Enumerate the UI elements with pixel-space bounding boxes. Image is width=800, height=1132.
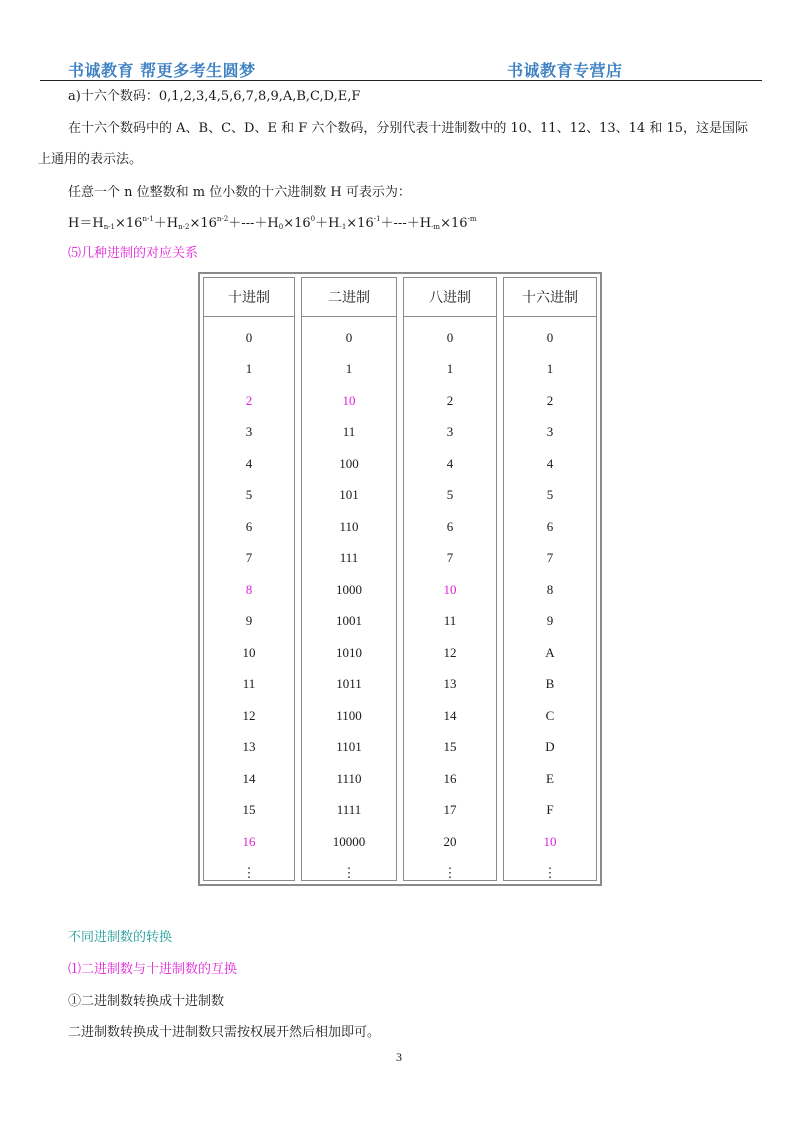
table-cell: 14 <box>242 770 256 786</box>
page-number: 3 <box>396 1050 402 1064</box>
table-cell: 8 <box>546 581 554 597</box>
table-cell: 20 <box>443 833 457 849</box>
table-cell: 17 <box>443 802 457 818</box>
table-cell: ⋮ <box>342 865 356 881</box>
table-cell: B <box>545 676 555 692</box>
table-cell: F <box>546 802 554 818</box>
table-column-hex <box>500 274 600 884</box>
table-cell: 1001 <box>336 613 362 629</box>
table-cell: 101 <box>339 487 359 503</box>
table-cell: 13 <box>443 676 457 692</box>
hex-expansion-formula: $H=H_{n-1}\times 16^{n-1}+H_{n-2}\times 16^{n-2}+---+H_0\times 16^0+H_{-1}\times 16^{-1}+---+H_{-m}\times 16^{-m}$ <box>68 215 477 231</box>
header-divider <box>40 80 762 81</box>
table-cell: 3 <box>446 424 454 440</box>
table-cell: 4 <box>245 455 253 471</box>
table-cell: 110 <box>339 518 359 534</box>
table-cell: C <box>545 707 555 723</box>
table-cell: 12 <box>242 707 256 723</box>
table-column-binary <box>298 274 400 884</box>
table-cell: 6 <box>546 518 554 534</box>
table-cell: 3 <box>546 424 554 440</box>
table-cell: 1011 <box>336 676 362 692</box>
table-cell: 1111 <box>336 802 362 818</box>
table-cell: 9 <box>245 613 253 629</box>
table-header-decimal: 十进制 <box>204 278 294 317</box>
table-cell: 5 <box>245 487 253 503</box>
table-cell: 6 <box>245 518 253 534</box>
table-cell: 7 <box>446 550 454 566</box>
table-header-octal: 八进制 <box>404 278 496 317</box>
page-header <box>0 0 800 82</box>
table-cell: 14 <box>443 707 457 723</box>
table-cell: 11 <box>242 676 256 692</box>
table-cell: 0 <box>345 329 353 345</box>
table-cell: 12 <box>443 644 457 660</box>
table-cell: 4 <box>546 455 554 471</box>
table-cell: 0 <box>245 329 253 345</box>
table-cell: 1000 <box>336 581 362 597</box>
table-cell: 11 <box>443 613 457 629</box>
table-cell: 2 <box>446 392 454 408</box>
header-store-name: 书诚教育专营店 <box>507 61 623 80</box>
table-cell: 13 <box>242 739 256 755</box>
table-cell: 0 <box>546 329 554 345</box>
table-cell: A <box>545 644 555 660</box>
table-cell: 1 <box>345 361 353 377</box>
table-header-binary: 二进制 <box>302 278 396 317</box>
table-cell: 7 <box>245 550 253 566</box>
table-column-octal <box>400 274 500 884</box>
table-cell: 16 <box>242 833 256 849</box>
table-cell: 1100 <box>336 707 362 723</box>
table-cell: 15 <box>242 802 256 818</box>
table-cell: D <box>545 739 555 755</box>
conversion-title: 不同进制数的转换 <box>68 930 173 945</box>
header-brand-slogan: 书诚教育 帮更多考生圆梦 <box>68 61 256 80</box>
table-column-frame <box>503 277 597 881</box>
table-cell: E <box>546 770 554 786</box>
table-cell: 1110 <box>336 770 362 786</box>
hex-digits-line: a)十六个数码：0,1,2,3,4,5,6,7,8,9,A,B,C,D,E,F <box>68 89 361 104</box>
table-cell: 2 <box>546 392 554 408</box>
table-cell: 10 <box>543 833 557 849</box>
table-cell: ⋮ <box>242 865 256 881</box>
hex-paragraph-line1: 在十六个数码中的 A、B、C、D、E 和 F 六个数码，分别代表十进制数中的 10、11、12、13、14 和 15，这是国际 <box>68 121 748 136</box>
table-cell: 10 <box>342 392 356 408</box>
table-cell: 4 <box>446 455 454 471</box>
section-title-correspondence: ⑸几种进制的对应关系 <box>68 246 199 261</box>
table-cell: 0 <box>446 329 454 345</box>
table-cell: 5 <box>546 487 554 503</box>
table-cell: 7 <box>546 550 554 566</box>
table-cell: 11 <box>342 424 356 440</box>
table-cell: 15 <box>443 739 457 755</box>
table-cell: 100 <box>339 455 359 471</box>
table-column-frame <box>403 277 497 881</box>
binary-to-decimal-item: ①二进制数转换成十进制数 <box>68 994 225 1009</box>
table-cell: 16 <box>443 770 457 786</box>
hex-paragraph-line2: 上通用的表示法。 <box>38 152 143 167</box>
table-column-decimal <box>200 274 298 884</box>
binary-to-decimal-text: 二进制数转换成十进制数只需按权展开然后相加即可。 <box>68 1025 381 1040</box>
table-cell: 1 <box>446 361 454 377</box>
table-cell: 5 <box>446 487 454 503</box>
radix-correspondence-table <box>198 272 602 886</box>
table-cell: 2 <box>245 392 253 408</box>
table-cell: 1010 <box>336 644 362 660</box>
table-cell: 10 <box>242 644 256 660</box>
table-cell: 1 <box>245 361 253 377</box>
table-cell: 10 <box>443 581 457 597</box>
table-cell: 1 <box>546 361 554 377</box>
table-cell: 3 <box>245 424 253 440</box>
table-cell: ⋮ <box>443 865 457 881</box>
table-header-hex: 十六进制 <box>504 278 596 317</box>
table-cell: 8 <box>245 581 253 597</box>
table-cell: 111 <box>339 550 359 566</box>
any-number-line: 任意一个 n 位整数和 m 位小数的十六进制数 H 可表示为： <box>68 185 411 200</box>
table-cell: 10000 <box>332 833 366 849</box>
table-cell: ⋮ <box>543 865 557 881</box>
table-cell: 6 <box>446 518 454 534</box>
table-cell: 9 <box>546 613 554 629</box>
table-column-frame <box>203 277 295 881</box>
table-cell: 1101 <box>336 739 362 755</box>
binary-decimal-subtitle: ⑴二进制数与十进制数的互换 <box>68 962 238 977</box>
table-column-frame <box>301 277 397 881</box>
